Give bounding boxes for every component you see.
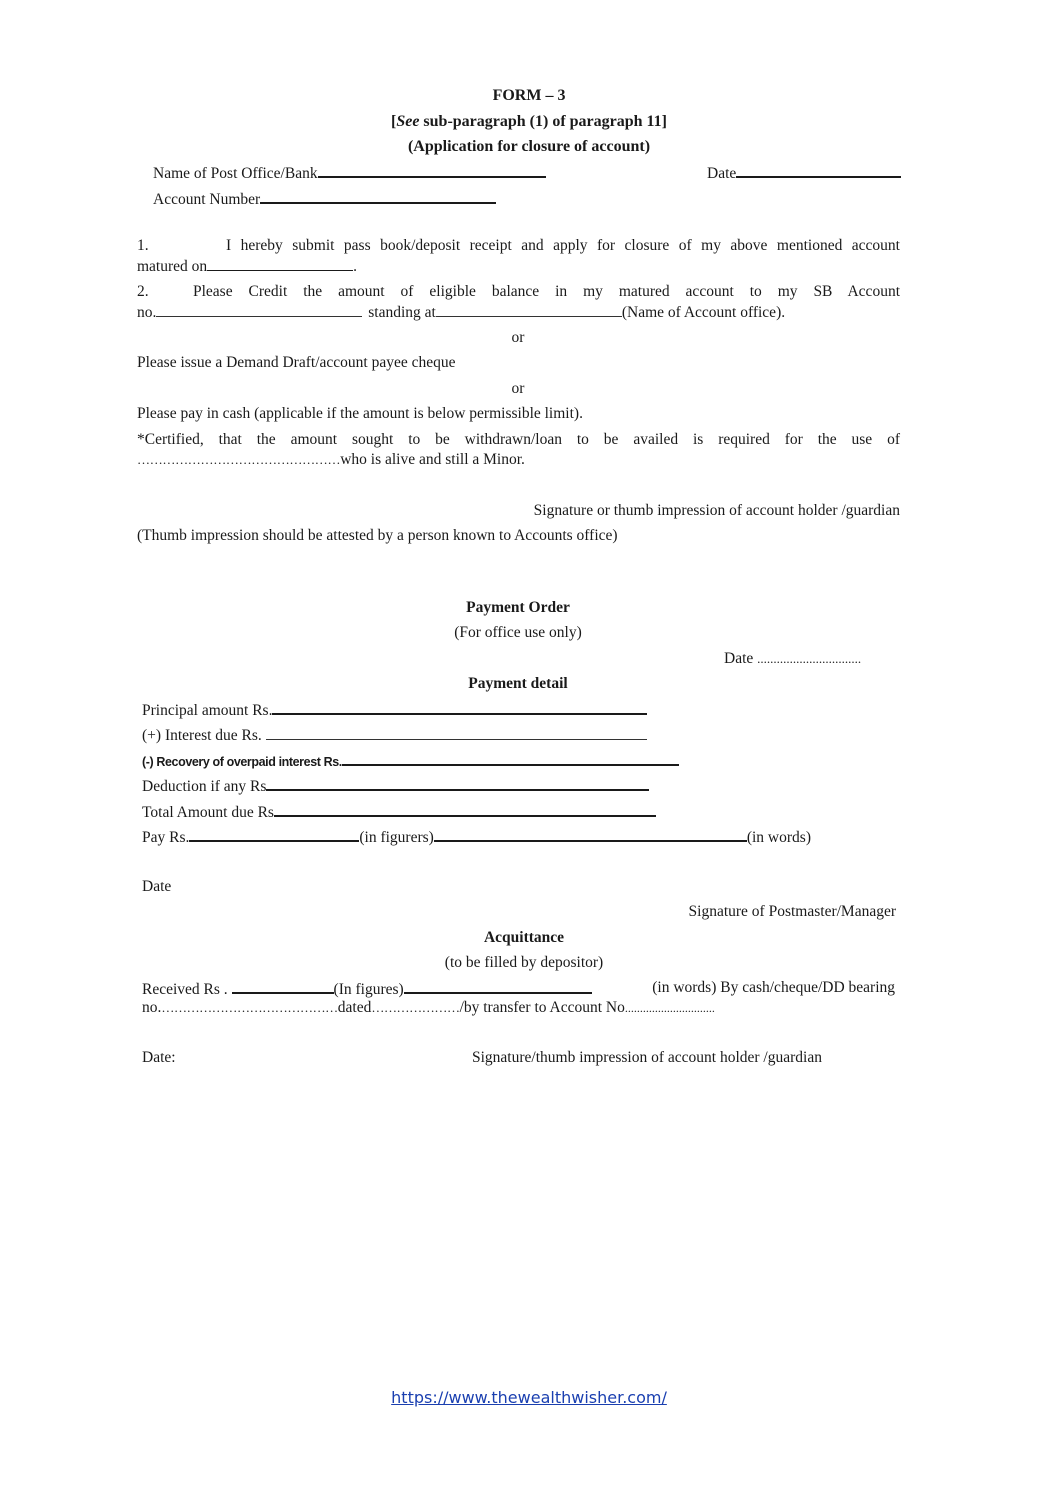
post-office-blank[interactable]: [318, 164, 546, 178]
minor-name-dots[interactable]: …………………………………………: [137, 452, 341, 467]
postmaster-signature-label: Signature of Postmaster/Manager: [688, 903, 896, 920]
total-row: Total Amount due Rs: [142, 803, 656, 821]
sb-account-blank[interactable]: [156, 304, 362, 317]
recovery-blank[interactable]: [342, 754, 679, 766]
interest-row: (+) Interest due Rs.: [142, 727, 647, 744]
account-number-field: [153, 190, 496, 208]
or-separator-2: or: [511, 380, 525, 397]
section2-number: 2.: [137, 283, 149, 300]
form-subtitle: (Application for closure of account): [407, 138, 651, 155]
cash-option: Please pay in cash (applicable if the amount is below permissible limit).: [137, 405, 583, 422]
recovery-row: (-) Recovery of overpaid interest Rs.: [142, 754, 679, 769]
footer: [0, 1390, 1058, 1407]
transfer-account-dots[interactable]: ..............................: [624, 1001, 715, 1015]
date-blank[interactable]: [736, 164, 901, 178]
matured-on-blank[interactable]: [207, 258, 353, 271]
or-separator-1: or: [511, 329, 525, 346]
payment-order-title: Payment Order: [466, 599, 570, 616]
cheque-date-dots[interactable]: …………………: [371, 1000, 460, 1015]
principal-blank[interactable]: [272, 701, 647, 715]
deduction-row: Deduction if any Rs: [142, 777, 649, 795]
acquittance-signature-label: Signature/thumb impression of account holder /guardian: [472, 1049, 822, 1066]
pay-words-blank[interactable]: [434, 828, 747, 842]
section1-line2: matured on .: [137, 258, 358, 275]
website-link[interactable]: https://www.thewealthwisher.com/: [391, 1388, 667, 1407]
section2-line1: Please Credit the amount of eligible balance in my matured account to my SB Account: [193, 283, 900, 300]
deduction-blank[interactable]: [266, 777, 649, 791]
pay-row: Pay Rs. (in figurers) (in words): [142, 829, 811, 846]
form-title: FORM – 3: [492, 87, 566, 104]
payment-order-date: Date ................................: [724, 650, 862, 667]
pay-figures-blank[interactable]: [189, 828, 359, 842]
section1-line1: I hereby submit pass book/deposit receipt and apply for closure of my above mentioned account: [226, 237, 900, 254]
section1-number: 1.: [137, 237, 149, 254]
cheque-row: no.……………………………………dated…………………/by transfer to Account No..............................: [142, 999, 715, 1016]
account-number-blank[interactable]: [260, 190, 496, 204]
total-blank[interactable]: [274, 803, 656, 817]
acquittance-subtitle: (to be filled by depositor): [444, 954, 604, 971]
form-reference: [See sub-paragraph (1) of paragraph 11]: [390, 113, 667, 130]
standing-at-blank[interactable]: [436, 304, 622, 317]
attest-note: (Thumb impression should be attested by a person known to Accounts office): [137, 527, 618, 544]
post-office-field: [153, 164, 546, 182]
payment-date-label: Date: [142, 878, 172, 895]
payment-detail-title: Payment detail: [468, 675, 568, 692]
payment-order-date-dots[interactable]: ................................: [757, 651, 862, 666]
certified-line1: *Certified, that the amount sought to be withdrawn/loan to be availed is required for the use of: [137, 431, 900, 448]
demand-draft-option: Please issue a Demand Draft/account payee cheque: [137, 354, 456, 371]
interest-blank[interactable]: [266, 727, 647, 740]
section2-line2: no. standing at (Name of Account office).: [137, 304, 786, 321]
received-figures-blank[interactable]: [232, 980, 334, 994]
certified-line2: …………………………………………who is alive and still a Minor.: [137, 451, 525, 468]
holder-signature-label: Signature or thumb impression of account holder /guardian: [533, 502, 900, 519]
date-field: [707, 164, 901, 182]
acquittance-date-label: Date:: [142, 1049, 176, 1066]
principal-row: Principal amount Rs.: [142, 701, 647, 719]
received-row: Received Rs . (In figures) (in words) By cash/cheque/DD bearing: [142, 979, 895, 998]
post-office-label: Name of Post Office/Bank: [153, 165, 318, 182]
received-words-blank[interactable]: [404, 980, 592, 994]
account-number-label: Account Number: [153, 191, 261, 208]
date-label: Date: [707, 165, 737, 182]
payment-order-subtitle: (For office use only): [454, 624, 582, 641]
acquittance-title: Acquittance: [483, 929, 565, 946]
cheque-no-dots[interactable]: ……………………………………: [161, 1000, 338, 1015]
